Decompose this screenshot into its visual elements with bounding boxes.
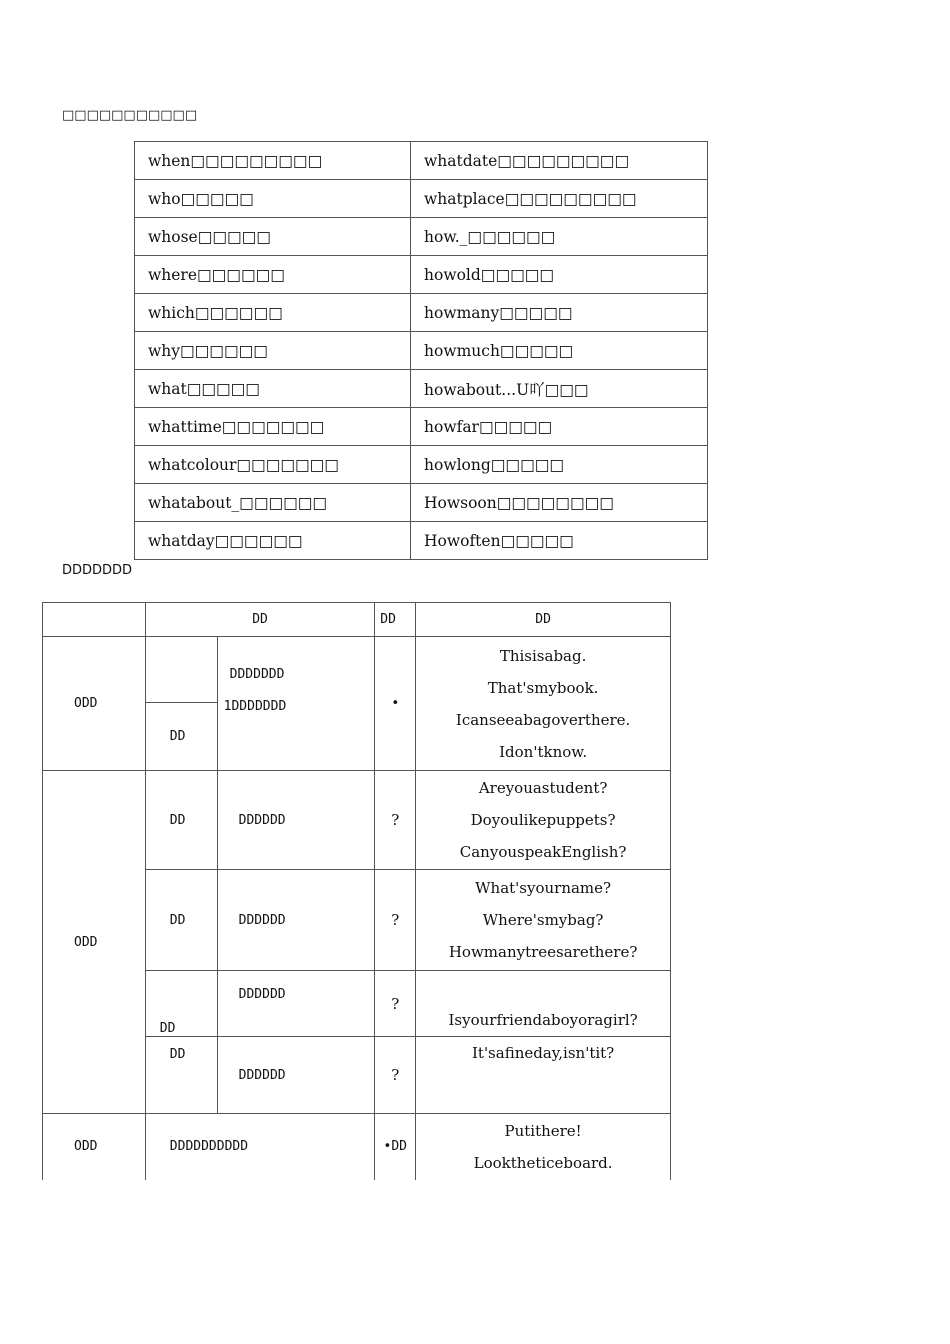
table-cell: what□□□□□ bbox=[135, 370, 411, 408]
header-blank-cell bbox=[43, 603, 146, 637]
question-examples-1 bbox=[416, 771, 671, 870]
question-desc-3: DDDDDD bbox=[217, 971, 375, 1037]
table-cell: how._□□□□□□ bbox=[411, 218, 708, 256]
table-cell: howfar□□□□□ bbox=[411, 408, 708, 446]
table-row bbox=[135, 446, 708, 484]
table-cell: whatday□□□□□□ bbox=[135, 522, 411, 560]
table-row bbox=[135, 180, 708, 218]
table-cell: where□□□□□□ bbox=[135, 256, 411, 294]
table-row bbox=[135, 522, 708, 560]
table-cell: why□□□□□□ bbox=[135, 332, 411, 370]
table-cell: howlong□□□□□ bbox=[411, 446, 708, 484]
table-cell: whatcolour□□□□□□□ bbox=[135, 446, 411, 484]
table-cell: whatdate□□□□□□□□□ bbox=[411, 142, 708, 180]
table-row bbox=[135, 370, 708, 408]
empty-cell bbox=[145, 637, 217, 703]
example-sentence: Isyourfriendaboyoragirl? bbox=[448, 1011, 638, 1029]
example-sentence: Areyouastudent? bbox=[478, 779, 608, 797]
table-cell: who□□□□□ bbox=[135, 180, 411, 218]
table-row bbox=[135, 142, 708, 180]
section-label-interrogative: ODD bbox=[43, 771, 146, 1114]
wh-question-table bbox=[134, 141, 708, 560]
question-punct-3: ? bbox=[375, 971, 416, 1037]
example-sentence: Doyoulikepuppets? bbox=[470, 811, 616, 829]
question-punct-2: ? bbox=[375, 870, 416, 971]
declarative-examples bbox=[416, 637, 671, 771]
table-cell: howabout...U吖□□□ bbox=[411, 370, 708, 408]
imperative-punct: •DD bbox=[375, 1114, 416, 1180]
example-sentence: Icanseeabagoverthere. bbox=[455, 710, 631, 729]
section-label-declarative: ODD bbox=[43, 637, 146, 771]
example-sentence: It'safineday,isn'tit? bbox=[471, 1044, 615, 1062]
section-label-imperative: ODD bbox=[43, 1114, 146, 1180]
table-cell: which□□□□□□ bbox=[135, 294, 411, 332]
example-sentence: Where'smybag? bbox=[482, 911, 604, 929]
table-row bbox=[135, 332, 708, 370]
example-sentence: That'smybook. bbox=[487, 678, 599, 697]
imperative-examples bbox=[416, 1114, 671, 1180]
table-cell: whose□□□□□ bbox=[135, 218, 411, 256]
header-examples: DD bbox=[416, 603, 671, 637]
table-header-row bbox=[43, 603, 671, 637]
table-cell: whatplace□□□□□□□□□ bbox=[411, 180, 708, 218]
question-examples-4 bbox=[416, 1037, 671, 1114]
question-type-3: DD bbox=[145, 971, 217, 1037]
example-sentence: Looktheticeboard. bbox=[473, 1153, 613, 1172]
table-row bbox=[135, 256, 708, 294]
table-row bbox=[135, 294, 708, 332]
header-category: DD bbox=[145, 603, 375, 637]
table-cell: howmuch□□□□□ bbox=[411, 332, 708, 370]
table-cell: howold□□□□□ bbox=[411, 256, 708, 294]
table-cell: Howoften□□□□□ bbox=[411, 522, 708, 560]
declarative-desc-1: DDDDDDD bbox=[229, 667, 285, 682]
table-cell: howmany□□□□□ bbox=[411, 294, 708, 332]
declarative-desc bbox=[217, 637, 375, 771]
example-sentence: What'syourname? bbox=[475, 879, 612, 897]
section-heading-wh-words: □□□□□□□□□□□ bbox=[62, 108, 198, 123]
table-row bbox=[135, 218, 708, 256]
question-punct-1: ? bbox=[375, 771, 416, 870]
question-type-1: DD bbox=[145, 771, 217, 870]
question-desc-2: DDDDDD bbox=[217, 870, 375, 971]
table-row bbox=[135, 408, 708, 446]
question-type-4: DD bbox=[145, 1037, 217, 1114]
header-punct: DD bbox=[375, 603, 416, 637]
table-cell: whatabout_□□□□□□ bbox=[135, 484, 411, 522]
question-desc-1: DDDDDD bbox=[217, 771, 375, 870]
example-sentence: Howmanytreesarethere? bbox=[448, 943, 638, 961]
table-row bbox=[135, 484, 708, 522]
example-sentence: Idon'tknow. bbox=[499, 742, 588, 761]
table-cell: when□□□□□□□□□ bbox=[135, 142, 411, 180]
sentence-type-table bbox=[42, 602, 671, 1180]
question-examples-3 bbox=[416, 971, 671, 1037]
imperative-desc: DDDDDDDDDD bbox=[145, 1114, 375, 1180]
question-type-2: DD bbox=[145, 870, 217, 971]
declarative-punct: • bbox=[375, 637, 416, 771]
section-heading-sentence-types: DDDDDDD bbox=[62, 563, 133, 578]
question-punct-4: ? bbox=[375, 1037, 416, 1114]
example-sentence: Thisisabag. bbox=[499, 646, 587, 665]
table-cell: Howsoon□□□□□□□□ bbox=[411, 484, 708, 522]
example-sentence: CanyouspeakEnglish? bbox=[459, 843, 627, 861]
table-cell: whattime□□□□□□□ bbox=[135, 408, 411, 446]
declarative-desc-2: 1DDDDDDD bbox=[223, 699, 287, 714]
example-sentence: Putithere! bbox=[504, 1121, 582, 1140]
question-desc-4: DDDDDD bbox=[217, 1037, 375, 1114]
declarative-subtype: DD bbox=[145, 703, 217, 771]
question-examples-2 bbox=[416, 870, 671, 971]
